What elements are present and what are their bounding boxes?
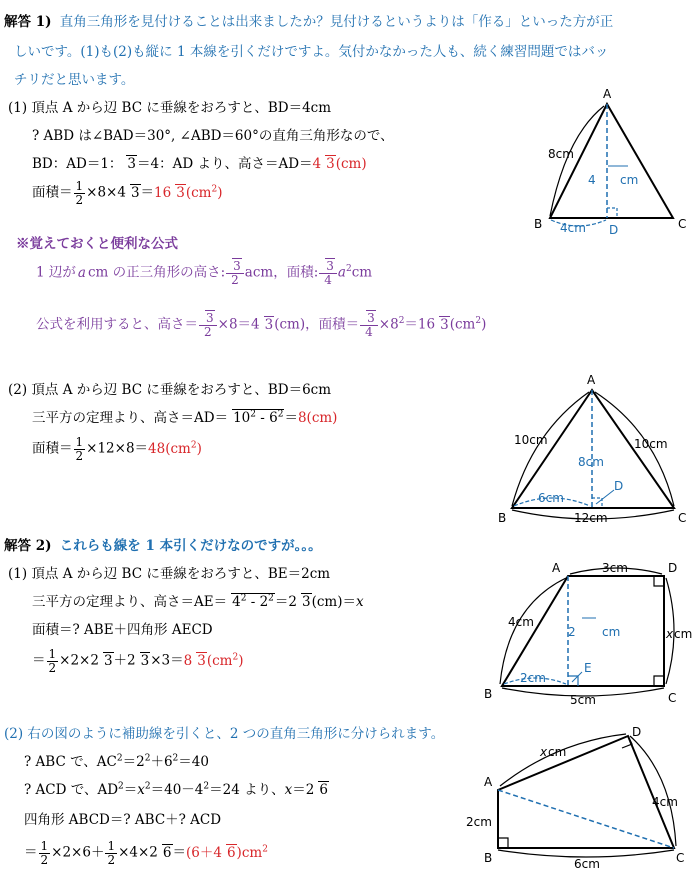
label-right-x: x (666, 627, 674, 641)
label-b: B (484, 687, 493, 701)
frac-den: 2 (75, 448, 84, 463)
triangle-abc (550, 104, 673, 218)
left-brace (512, 392, 589, 506)
formula-s-unit: cm (351, 264, 373, 281)
p2-root-a: 10 (233, 410, 251, 426)
answer2-heading (4, 534, 322, 554)
p2-line2-eq: ＝ (284, 410, 298, 426)
frac-num: 1 (40, 839, 49, 853)
use-area-fraction (360, 312, 378, 338)
p1-area-mid: ×8×4 (86, 184, 126, 201)
answer1-intro-line2: しいです。(1)も(2)も縦に 1 本線を引くだけですよ。気付かなかった人も、続く練習問題ではバッ (14, 44, 609, 60)
right-angle-mark (607, 208, 617, 218)
q2-line4: 四角形 ABCD＝? ABC＋? ACD (24, 812, 222, 828)
p2-area-fraction (74, 436, 86, 462)
use-a: 公式を利用すると、高さ＝ (36, 316, 198, 333)
label-c: C (678, 217, 687, 231)
p2-line1: (2) 頂点 A から辺 BC に垂線をおろすと、BD＝6cm (8, 382, 332, 398)
label-right-unit: cm (674, 627, 693, 641)
label-c: C (668, 691, 677, 705)
frac-den: 2 (48, 660, 57, 675)
quadrilateral-abcd (498, 736, 674, 848)
figure-4-quadrilateral (462, 722, 696, 872)
figure-3-trapezoid (478, 556, 696, 708)
q2-line5-c: 6 (162, 844, 172, 861)
label-top-unit: cm (548, 745, 567, 759)
p1-height-answer (313, 156, 367, 172)
q1-answer-root: 3 (197, 652, 206, 669)
use-c: 3 (264, 316, 274, 333)
q1-line4-a: ×2×2 (59, 652, 99, 669)
q1-line2-x: x (356, 594, 364, 610)
p1-area-value: 16 (154, 184, 172, 201)
label-base: 12cm (574, 511, 608, 525)
answer2-title: これらも線を 1 本引くだけなのですが。。。 (59, 538, 322, 554)
p1-area-fraction (74, 180, 86, 206)
q1-line4-e: ×3＝ (150, 652, 184, 669)
use-b: ×8＝4 (217, 316, 260, 333)
p2-area-value: 48(cm (148, 440, 191, 457)
figure-1-equilateral-triangle (520, 86, 696, 246)
use-g: 3 (440, 316, 449, 333)
formula-s-var: a (337, 264, 346, 281)
label-a: A (552, 561, 561, 575)
q2-line5-eq: ＝ (24, 844, 38, 861)
use-e: ×8 (378, 316, 399, 333)
label-bd: 6cm (538, 491, 564, 505)
q2-line3-e: ＝2 (292, 782, 315, 798)
q1-answer-close: ) (238, 652, 244, 669)
q2-answer-close: ) (236, 844, 242, 861)
formula-height-fraction (226, 260, 244, 286)
q2-line2-b: ＝2 (122, 754, 145, 770)
label-b: B (534, 217, 543, 231)
p2-height-answer: 8(cm) (297, 410, 338, 426)
q1-fraction (47, 648, 59, 674)
q2-line2-a: ? ABC で、AC (24, 754, 117, 770)
label-height-unit: cm (620, 173, 639, 187)
q1-answer-value: 8 (183, 652, 193, 669)
q1-root-sup2: 2 (268, 593, 274, 604)
p2-area-answer (148, 441, 202, 457)
e-pointer (572, 672, 582, 682)
answer2-label: 解答 2) (4, 538, 52, 554)
q2-line3-b: ＝ (123, 782, 138, 798)
p1-area-unit: (cm (185, 184, 212, 201)
frac-num: 1 (75, 435, 84, 449)
p1-area-answer (154, 185, 222, 201)
q2-fraction-1 (39, 840, 51, 866)
p2-area-line (32, 436, 202, 462)
q2-line5-a: ×2×6＋ (51, 844, 105, 861)
label-left: 10cm (514, 433, 548, 447)
figure-2-isosceles-triangle (492, 372, 696, 532)
frac-num: 3 (206, 311, 214, 325)
answer1-heading (4, 10, 613, 30)
q2-line3-x: x (137, 782, 145, 798)
q1-line2-c: 3 (302, 594, 311, 610)
p1-line3 (32, 152, 367, 172)
label-base: 5cm (570, 693, 596, 707)
right-angle-c (654, 676, 664, 686)
label-height: 8cm (578, 455, 604, 469)
q1-line2-d: (cm)＝ (311, 594, 356, 610)
base-brace (498, 850, 674, 857)
formula-b: cm の正三角形の高さ: (87, 264, 226, 281)
q2-answer-unit: cm (241, 844, 263, 861)
frac-num: 1 (107, 839, 116, 853)
frac-num: 3 (233, 259, 241, 273)
use-formula-line (36, 312, 486, 338)
p1-line1: (1) 頂点 A から辺 BC に垂線をおろすと、BD＝4cm (8, 100, 332, 116)
label-height-value: 2 (568, 625, 576, 639)
use-height-fraction (199, 312, 217, 338)
p2-area-sup: 2 (190, 440, 197, 451)
q1-root (231, 593, 275, 610)
frac-num: 1 (48, 647, 57, 661)
label-be: 2cm (520, 671, 546, 685)
note-title: ※覚えておくと便利な公式 (16, 236, 178, 252)
q2-line2-sup3: 2 (172, 753, 179, 764)
q2-line1: (2) 右の図のように補助線を引くと、2 つの直角三角形に分けられます。 (4, 726, 445, 742)
label-top: 3cm (602, 561, 628, 575)
label-b: B (484, 851, 493, 865)
q1-root-a: 4 (232, 594, 241, 610)
q2-line2-sup: 2 (116, 753, 123, 764)
use-h: (cm (449, 316, 476, 333)
p1-line3-c: ＝4：AD より、高さ＝AD＝ (137, 156, 313, 172)
q1-line1: (1) 頂点 A から辺 BC に垂線をおろすと、BE＝2cm (8, 566, 331, 582)
p2-area-label: 面積＝ (32, 440, 73, 457)
q2-line3-d: ＝24 より、 (209, 782, 285, 798)
q2-line3-f: 6 (319, 782, 328, 798)
q2-answer-sup: 2 (262, 844, 268, 855)
p2-root-sup2: 2 (277, 409, 284, 420)
label-c: C (676, 851, 685, 865)
use-i: ) (481, 316, 487, 333)
q1-line2-b: ＝2 (274, 594, 297, 610)
d-pointer (596, 490, 614, 504)
formula-s-sup: 2 (345, 264, 352, 275)
p1-area-close: ) (217, 184, 223, 201)
label-d: D (614, 479, 624, 493)
answer1-label: 解答 1) (4, 14, 52, 30)
p2-area-mid: ×12×8＝ (86, 440, 149, 457)
q1-line2-a: 三平方の定理より、高さ＝AE＝ (32, 594, 228, 610)
p1-line3-root: 3 (127, 156, 137, 172)
p1-height-root: 3 (326, 156, 335, 172)
label-left: 4cm (508, 615, 534, 629)
use-sup: 2 (398, 316, 405, 327)
q2-line2-d: ＝40 (178, 754, 209, 770)
use-sup2: 2 (475, 316, 482, 327)
label-a: A (484, 775, 493, 789)
q1-answer (184, 653, 244, 669)
q1-line4 (32, 648, 243, 674)
answer1-title: 直角三角形を見付けることは出来ましたか？見付けるというよりは「作る」といった方が正 (59, 14, 614, 30)
frac-num: 3 (326, 259, 334, 273)
p1-height-value: 4 (312, 156, 322, 172)
q1-line4-eq: ＝ (32, 652, 46, 669)
right-angle-b (498, 838, 508, 848)
q2-line3 (24, 778, 329, 798)
frac-num: 3 (367, 311, 375, 325)
p2-line2-a: 三平方の定理より、高さ＝AD＝ (32, 410, 229, 426)
p2-root (232, 409, 284, 426)
label-d: D (632, 725, 642, 739)
label-right: 10cm (634, 437, 668, 451)
label-d: D (609, 223, 619, 237)
p1-line2: ? ABD は∠BAD＝30°, ∠ABD＝60°の直角三角形なので、 (32, 128, 394, 144)
frac-den: 2 (204, 324, 212, 339)
use-f: ＝16 (404, 316, 436, 333)
frac-den: 4 (365, 324, 373, 339)
p2-line2 (32, 406, 337, 426)
q2-line3-sup3: 2 (203, 781, 210, 792)
q1-line3: 面積＝? ABE＋四角形 AECD (32, 622, 213, 638)
formula-line (36, 260, 372, 286)
q1-line4-c: ＋2 (113, 652, 136, 669)
formula-h-after: acm，面積: (244, 264, 319, 281)
q2-answer-a: (6＋4 (186, 844, 222, 861)
frac-den: 2 (107, 852, 116, 867)
q2-answer-root: 6 (226, 844, 236, 861)
p1-area-root: 3 (130, 184, 140, 201)
q2-line3-c: ＝40－4 (150, 782, 204, 798)
p2-root-mid: - 6 (256, 410, 278, 426)
q1-root-sup1: 2 (240, 593, 247, 604)
q2-line2 (24, 750, 209, 770)
label-b: B (498, 511, 507, 525)
answer1-intro-line3: チリだと思います。 (14, 72, 135, 88)
frac-den: 2 (75, 192, 84, 207)
frac-num: 1 (75, 179, 84, 193)
p1-height-unit: (cm) (335, 156, 367, 172)
q2-line5-b: ×4×2 (118, 844, 158, 861)
label-d: D (668, 561, 678, 575)
trapezoid-abcd (502, 576, 664, 686)
formula-var: a (77, 264, 86, 281)
p2-root-sup1: 2 (250, 409, 256, 420)
label-base: 6cm (574, 857, 600, 871)
right-brace (630, 736, 676, 846)
p2-area-close: ) (196, 440, 202, 457)
q1-answer-unit: (cm (206, 652, 233, 669)
q2-line3-x2: x (284, 782, 293, 798)
formula-a: 1 辺が (36, 264, 76, 281)
q1-line4-d: 3 (140, 652, 150, 669)
p1-area-eq: ＝ (140, 184, 155, 201)
p1-area-line (32, 180, 222, 206)
q1-line4-b: 3 (103, 652, 113, 669)
q1-line2 (32, 590, 364, 610)
q2-line2-c: ＋6 (150, 754, 173, 770)
q2-answer (186, 845, 268, 861)
p1-area-sup: 2 (211, 184, 218, 195)
frac-den: 2 (231, 272, 239, 287)
frac-den: 4 (324, 272, 332, 287)
formula-area-fraction (319, 260, 337, 286)
q2-line5 (24, 840, 268, 866)
label-side: 8cm (548, 147, 574, 161)
p1-line3-a: BD：AD＝1： (32, 156, 123, 172)
right-angle-d (654, 576, 664, 586)
label-a: A (603, 87, 612, 101)
use-d: (cm)，面積＝ (274, 316, 360, 333)
q2-fraction-2 (105, 840, 117, 866)
q1-answer-sup: 2 (232, 652, 239, 663)
q2-line2-sup2: 2 (144, 753, 151, 764)
label-left: 2cm (466, 815, 492, 829)
label-e: E (584, 661, 592, 675)
diagonal-ac (498, 790, 674, 848)
q1-root-mid: - 2 (246, 594, 269, 610)
side-ab-brace (550, 106, 604, 216)
label-a: A (587, 373, 596, 387)
label-height-unit: cm (602, 625, 621, 639)
top-brace (500, 734, 626, 786)
label-c: C (678, 511, 687, 525)
q2-line3-sup: 2 (118, 781, 124, 792)
q2-line3-sup2: 2 (144, 781, 151, 792)
frac-den: 2 (40, 852, 49, 867)
p1-area-label: 面積＝ (32, 184, 73, 201)
p1-area-answer-root: 3 (176, 184, 185, 201)
label-right: 4cm (652, 795, 678, 809)
label-height-value: 4 (588, 173, 596, 187)
q2-line5-d: ＝ (172, 844, 186, 861)
label-base: 4cm (560, 221, 586, 235)
label-top-x: x (540, 745, 548, 759)
q2-line3-a: ? ACD で、AD (24, 782, 119, 798)
